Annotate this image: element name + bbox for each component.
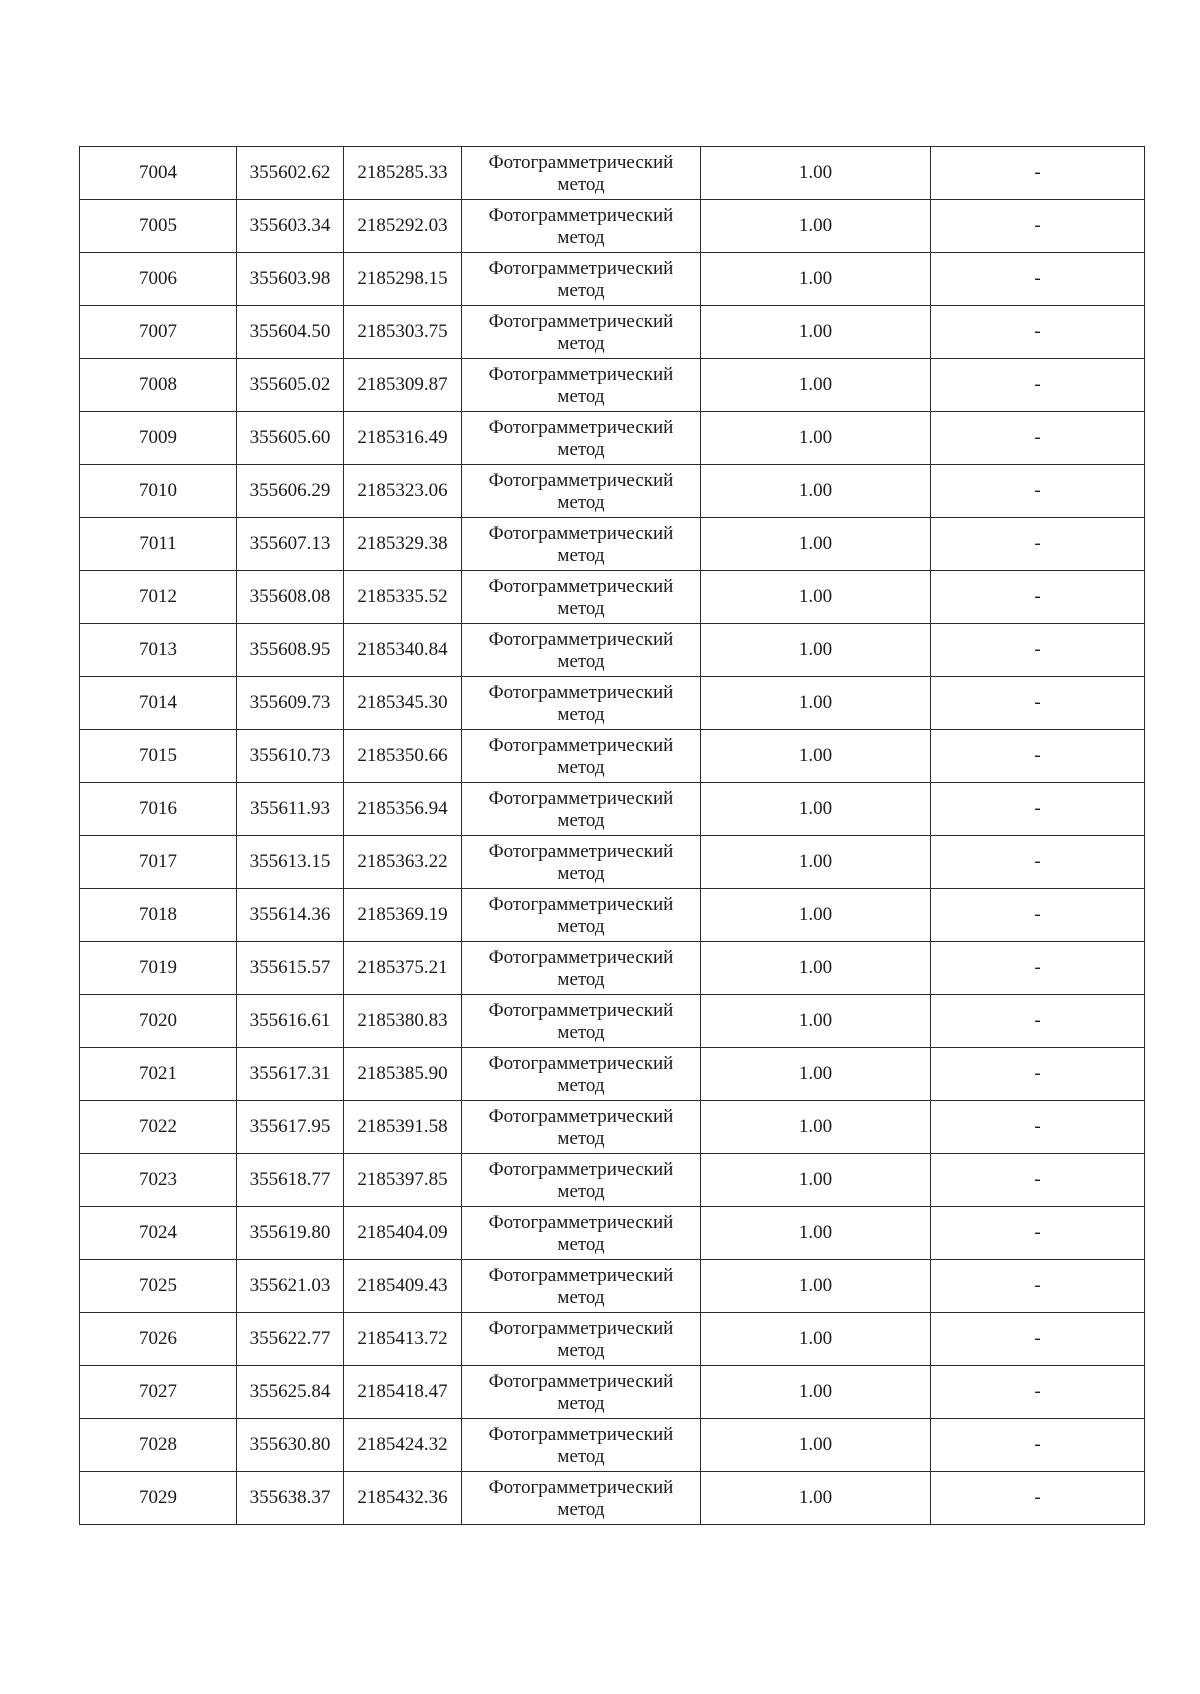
accuracy-cell: 1.00 (701, 571, 931, 624)
point-number-cell: 7005 (80, 200, 237, 253)
method-line-2: метод (557, 809, 605, 831)
accuracy-cell: 1.00 (701, 1419, 931, 1472)
x-coordinate-cell: 355606.29 (237, 465, 344, 518)
method-line-1: Фотограмметрический (488, 1264, 674, 1286)
method-line-2: метод (557, 226, 605, 248)
point-number-cell: 7010 (80, 465, 237, 518)
method-line-1: Фотограмметрический (488, 204, 674, 226)
method-cell (462, 571, 701, 624)
point-number-cell: 7011 (80, 518, 237, 571)
note-cell: - (931, 730, 1145, 783)
note-cell: - (931, 1313, 1145, 1366)
note-cell: - (931, 1207, 1145, 1260)
y-coordinate-cell: 2185432.36 (344, 1472, 462, 1525)
point-number-cell: 7026 (80, 1313, 237, 1366)
table-row (80, 942, 1145, 995)
method-line-1: Фотограмметрический (488, 628, 674, 650)
x-coordinate-cell: 355605.60 (237, 412, 344, 465)
method-line-2: метод (557, 756, 605, 778)
note-cell: - (931, 1419, 1145, 1472)
point-number-cell: 7009 (80, 412, 237, 465)
x-coordinate-cell: 355604.50 (237, 306, 344, 359)
y-coordinate-cell: 2185356.94 (344, 783, 462, 836)
point-number-cell: 7019 (80, 942, 237, 995)
method-cell (462, 306, 701, 359)
accuracy-cell: 1.00 (701, 306, 931, 359)
x-coordinate-cell: 355609.73 (237, 677, 344, 730)
accuracy-cell: 1.00 (701, 1154, 931, 1207)
method-line-2: метод (557, 544, 605, 566)
x-coordinate-cell: 355622.77 (237, 1313, 344, 1366)
x-coordinate-cell: 355630.80 (237, 1419, 344, 1472)
method-line-1: Фотограмметрический (488, 522, 674, 544)
method-cell (462, 995, 701, 1048)
note-cell: - (931, 412, 1145, 465)
accuracy-cell: 1.00 (701, 677, 931, 730)
x-coordinate-cell: 355608.08 (237, 571, 344, 624)
accuracy-cell: 1.00 (701, 1366, 931, 1419)
x-coordinate-cell: 355617.31 (237, 1048, 344, 1101)
x-coordinate-cell: 355638.37 (237, 1472, 344, 1525)
note-cell: - (931, 1472, 1145, 1525)
accuracy-cell: 1.00 (701, 730, 931, 783)
table-row (80, 253, 1145, 306)
point-number-cell: 7016 (80, 783, 237, 836)
note-cell: - (931, 571, 1145, 624)
method-line-1: Фотограмметрический (488, 469, 674, 491)
method-cell (462, 518, 701, 571)
method-line-1: Фотограмметрический (488, 1317, 674, 1339)
point-number-cell: 7029 (80, 1472, 237, 1525)
note-cell: - (931, 306, 1145, 359)
point-number-cell: 7028 (80, 1419, 237, 1472)
table-row (80, 147, 1145, 200)
method-cell (462, 1207, 701, 1260)
table-row (80, 995, 1145, 1048)
accuracy-cell: 1.00 (701, 624, 931, 677)
note-cell: - (931, 1260, 1145, 1313)
x-coordinate-cell: 355614.36 (237, 889, 344, 942)
y-coordinate-cell: 2185375.21 (344, 942, 462, 995)
y-coordinate-cell: 2185292.03 (344, 200, 462, 253)
x-coordinate-cell: 355617.95 (237, 1101, 344, 1154)
note-cell: - (931, 677, 1145, 730)
note-cell: - (931, 465, 1145, 518)
y-coordinate-cell: 2185329.38 (344, 518, 462, 571)
y-coordinate-cell: 2185316.49 (344, 412, 462, 465)
note-cell: - (931, 253, 1145, 306)
x-coordinate-cell: 355616.61 (237, 995, 344, 1048)
point-number-cell: 7017 (80, 836, 237, 889)
method-line-2: метод (557, 1339, 605, 1361)
table-row (80, 624, 1145, 677)
table-row (80, 571, 1145, 624)
y-coordinate-cell: 2185413.72 (344, 1313, 462, 1366)
table-row (80, 1101, 1145, 1154)
method-cell (462, 624, 701, 677)
note-cell: - (931, 1048, 1145, 1101)
x-coordinate-cell: 355602.62 (237, 147, 344, 200)
table-row (80, 730, 1145, 783)
x-coordinate-cell: 355618.77 (237, 1154, 344, 1207)
y-coordinate-cell: 2185385.90 (344, 1048, 462, 1101)
table-row (80, 359, 1145, 412)
method-line-2: метод (557, 1074, 605, 1096)
y-coordinate-cell: 2185340.84 (344, 624, 462, 677)
method-line-2: метод (557, 1392, 605, 1414)
y-coordinate-cell: 2185369.19 (344, 889, 462, 942)
point-number-cell: 7004 (80, 147, 237, 200)
method-cell (462, 1154, 701, 1207)
method-cell (462, 1419, 701, 1472)
method-cell (462, 1366, 701, 1419)
point-number-cell: 7022 (80, 1101, 237, 1154)
note-cell: - (931, 1101, 1145, 1154)
method-line-1: Фотограмметрический (488, 1158, 674, 1180)
y-coordinate-cell: 2185418.47 (344, 1366, 462, 1419)
note-cell: - (931, 359, 1145, 412)
x-coordinate-cell: 355603.98 (237, 253, 344, 306)
accuracy-cell: 1.00 (701, 1048, 931, 1101)
y-coordinate-cell: 2185380.83 (344, 995, 462, 1048)
method-line-2: метод (557, 915, 605, 937)
table-row (80, 412, 1145, 465)
method-line-1: Фотограмметрический (488, 946, 674, 968)
y-coordinate-cell: 2185424.32 (344, 1419, 462, 1472)
accuracy-cell: 1.00 (701, 518, 931, 571)
method-line-1: Фотограмметрический (488, 734, 674, 756)
method-cell (462, 359, 701, 412)
point-number-cell: 7021 (80, 1048, 237, 1101)
method-line-1: Фотограмметрический (488, 575, 674, 597)
method-line-1: Фотограмметрический (488, 416, 674, 438)
y-coordinate-cell: 2185323.06 (344, 465, 462, 518)
method-cell (462, 147, 701, 200)
method-line-2: метод (557, 385, 605, 407)
method-line-1: Фотограмметрический (488, 1423, 674, 1445)
x-coordinate-cell: 355615.57 (237, 942, 344, 995)
method-cell (462, 1472, 701, 1525)
accuracy-cell: 1.00 (701, 359, 931, 412)
point-number-cell: 7027 (80, 1366, 237, 1419)
method-line-1: Фотограмметрический (488, 999, 674, 1021)
note-cell: - (931, 942, 1145, 995)
coordinates-table (79, 146, 1145, 1525)
note-cell: - (931, 200, 1145, 253)
accuracy-cell: 1.00 (701, 412, 931, 465)
x-coordinate-cell: 355625.84 (237, 1366, 344, 1419)
method-cell (462, 783, 701, 836)
accuracy-cell: 1.00 (701, 200, 931, 253)
method-line-2: метод (557, 438, 605, 460)
method-cell (462, 889, 701, 942)
method-cell (462, 730, 701, 783)
method-cell (462, 1260, 701, 1313)
table-row (80, 1313, 1145, 1366)
accuracy-cell: 1.00 (701, 147, 931, 200)
note-cell: - (931, 147, 1145, 200)
point-number-cell: 7008 (80, 359, 237, 412)
accuracy-cell: 1.00 (701, 465, 931, 518)
method-line-1: Фотограмметрический (488, 363, 674, 385)
table-row (80, 783, 1145, 836)
y-coordinate-cell: 2185350.66 (344, 730, 462, 783)
point-number-cell: 7013 (80, 624, 237, 677)
note-cell: - (931, 624, 1145, 677)
method-cell (462, 942, 701, 995)
y-coordinate-cell: 2185335.52 (344, 571, 462, 624)
method-line-1: Фотограмметрический (488, 893, 674, 915)
point-number-cell: 7007 (80, 306, 237, 359)
x-coordinate-cell: 355608.95 (237, 624, 344, 677)
method-line-2: метод (557, 1445, 605, 1467)
note-cell: - (931, 1366, 1145, 1419)
note-cell: - (931, 889, 1145, 942)
method-line-2: метод (557, 597, 605, 619)
point-number-cell: 7020 (80, 995, 237, 1048)
x-coordinate-cell: 355605.02 (237, 359, 344, 412)
method-line-1: Фотограмметрический (488, 1105, 674, 1127)
method-line-2: метод (557, 1180, 605, 1202)
accuracy-cell: 1.00 (701, 783, 931, 836)
accuracy-cell: 1.00 (701, 889, 931, 942)
method-line-2: метод (557, 1127, 605, 1149)
method-cell (462, 1313, 701, 1366)
method-line-2: метод (557, 173, 605, 195)
table-row (80, 836, 1145, 889)
method-cell (462, 465, 701, 518)
table-row (80, 518, 1145, 571)
accuracy-cell: 1.00 (701, 1101, 931, 1154)
x-coordinate-cell: 355611.93 (237, 783, 344, 836)
method-line-1: Фотограмметрический (488, 840, 674, 862)
method-line-1: Фотограмметрический (488, 681, 674, 703)
method-line-1: Фотограмметрический (488, 151, 674, 173)
method-line-1: Фотограмметрический (488, 1476, 674, 1498)
method-line-2: метод (557, 1286, 605, 1308)
x-coordinate-cell: 355607.13 (237, 518, 344, 571)
table-row (80, 889, 1145, 942)
point-number-cell: 7024 (80, 1207, 237, 1260)
method-cell (462, 677, 701, 730)
method-line-2: метод (557, 1021, 605, 1043)
method-cell (462, 1101, 701, 1154)
method-line-2: метод (557, 968, 605, 990)
method-line-2: метод (557, 650, 605, 672)
method-cell (462, 836, 701, 889)
method-line-1: Фотограмметрический (488, 1370, 674, 1392)
method-cell (462, 1048, 701, 1101)
point-number-cell: 7014 (80, 677, 237, 730)
x-coordinate-cell: 355610.73 (237, 730, 344, 783)
table-body (80, 147, 1145, 1525)
y-coordinate-cell: 2185303.75 (344, 306, 462, 359)
point-number-cell: 7006 (80, 253, 237, 306)
table-row (80, 306, 1145, 359)
accuracy-cell: 1.00 (701, 1207, 931, 1260)
method-line-1: Фотограмметрический (488, 1052, 674, 1074)
note-cell: - (931, 836, 1145, 889)
point-number-cell: 7018 (80, 889, 237, 942)
accuracy-cell: 1.00 (701, 1313, 931, 1366)
method-cell (462, 412, 701, 465)
method-line-1: Фотограмметрический (488, 1211, 674, 1233)
point-number-cell: 7012 (80, 571, 237, 624)
method-line-2: метод (557, 1498, 605, 1520)
table-row (80, 677, 1145, 730)
method-line-1: Фотограмметрический (488, 787, 674, 809)
y-coordinate-cell: 2185363.22 (344, 836, 462, 889)
point-number-cell: 7025 (80, 1260, 237, 1313)
y-coordinate-cell: 2185404.09 (344, 1207, 462, 1260)
table-row (80, 1472, 1145, 1525)
table-row (80, 1207, 1145, 1260)
point-number-cell: 7023 (80, 1154, 237, 1207)
y-coordinate-cell: 2185397.85 (344, 1154, 462, 1207)
method-line-2: метод (557, 862, 605, 884)
point-number-cell: 7015 (80, 730, 237, 783)
x-coordinate-cell: 355603.34 (237, 200, 344, 253)
note-cell: - (931, 1154, 1145, 1207)
x-coordinate-cell: 355619.80 (237, 1207, 344, 1260)
note-cell: - (931, 995, 1145, 1048)
table-row (80, 1419, 1145, 1472)
method-line-1: Фотограмметрический (488, 257, 674, 279)
x-coordinate-cell: 355613.15 (237, 836, 344, 889)
y-coordinate-cell: 2185309.87 (344, 359, 462, 412)
accuracy-cell: 1.00 (701, 836, 931, 889)
y-coordinate-cell: 2185345.30 (344, 677, 462, 730)
table-row (80, 1260, 1145, 1313)
x-coordinate-cell: 355621.03 (237, 1260, 344, 1313)
table-row (80, 1048, 1145, 1101)
note-cell: - (931, 783, 1145, 836)
y-coordinate-cell: 2185298.15 (344, 253, 462, 306)
table-row (80, 1154, 1145, 1207)
y-coordinate-cell: 2185391.58 (344, 1101, 462, 1154)
method-line-2: метод (557, 279, 605, 301)
method-line-2: метод (557, 491, 605, 513)
table-row (80, 465, 1145, 518)
y-coordinate-cell: 2185409.43 (344, 1260, 462, 1313)
table-row (80, 200, 1145, 253)
method-line-2: метод (557, 703, 605, 725)
method-line-2: метод (557, 332, 605, 354)
accuracy-cell: 1.00 (701, 995, 931, 1048)
accuracy-cell: 1.00 (701, 942, 931, 995)
accuracy-cell: 1.00 (701, 253, 931, 306)
note-cell: - (931, 518, 1145, 571)
accuracy-cell: 1.00 (701, 1472, 931, 1525)
method-cell (462, 200, 701, 253)
method-line-2: метод (557, 1233, 605, 1255)
accuracy-cell: 1.00 (701, 1260, 931, 1313)
table-row (80, 1366, 1145, 1419)
method-line-1: Фотограмметрический (488, 310, 674, 332)
y-coordinate-cell: 2185285.33 (344, 147, 462, 200)
method-cell (462, 253, 701, 306)
